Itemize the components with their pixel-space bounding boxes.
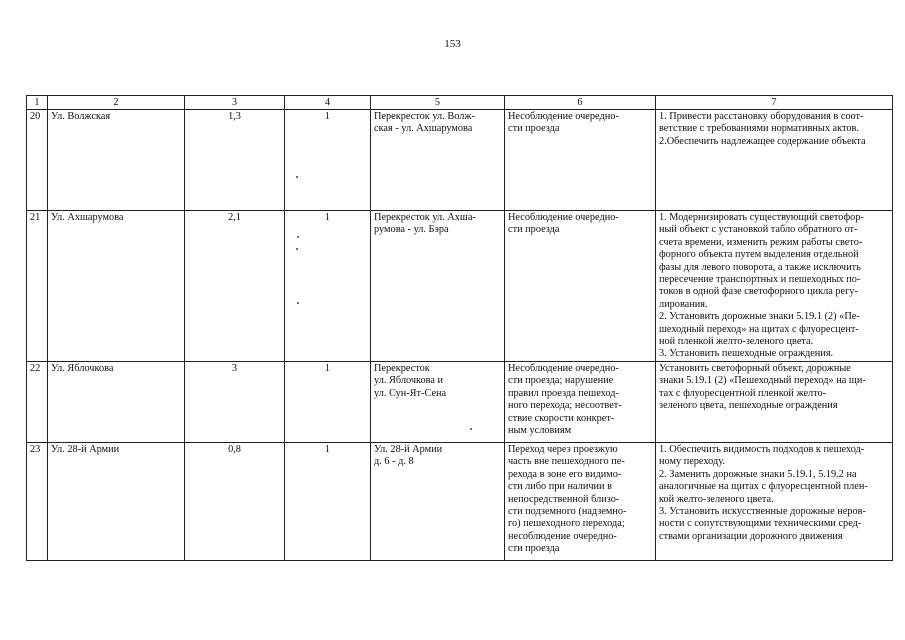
text-line: непосредственной близо- bbox=[508, 493, 620, 505]
text-line: сти проезда bbox=[508, 543, 560, 555]
text-line: сти либо при наличии в bbox=[508, 481, 612, 493]
text-line: аналогичные на щитах с флуоресцентной плен- bbox=[659, 481, 868, 493]
text-line: ветствие с требованиями нормативных актов. bbox=[659, 123, 859, 135]
text-line: шеходный переход» на щитах с флуоресцент- bbox=[659, 323, 859, 335]
header-col-3: 3 bbox=[185, 96, 285, 110]
violation-text bbox=[505, 110, 656, 211]
violation-text bbox=[505, 211, 656, 362]
length-value: 2,1 bbox=[185, 211, 285, 362]
header-row bbox=[27, 96, 893, 110]
measures-text bbox=[656, 361, 893, 442]
text-line: румова - ул. Бэра bbox=[374, 224, 449, 236]
text-line: Перекресток ул. Волж- bbox=[374, 111, 475, 122]
street-name: Ул. Яблочкова bbox=[48, 361, 185, 442]
measures-text bbox=[656, 211, 893, 362]
text-line: 2. Заменить дорожные знаки 5.19.1, 5.19.2 на bbox=[659, 468, 857, 480]
scan-speck bbox=[470, 428, 472, 430]
count-value: 1 bbox=[285, 442, 371, 560]
table-row bbox=[27, 361, 893, 442]
text-line: 2. Установить дорожные знаки 5.19.1 (2) «Пе- bbox=[659, 311, 860, 323]
text-line: форного объекта путем выделения отдельной bbox=[659, 249, 859, 261]
text-line: ствами организации дорожного движения bbox=[659, 530, 843, 542]
text-line: ный объект с установкой табло обратного от- bbox=[659, 224, 858, 236]
text-line: го) пешеходного перехода; bbox=[508, 518, 625, 530]
text-line: ствие скорости конкрет- bbox=[508, 412, 615, 424]
text-line: Несоблюдение очередно- bbox=[508, 362, 619, 374]
location-text bbox=[371, 211, 505, 362]
length-value: 1,3 bbox=[185, 110, 285, 211]
street-name: Ул. Волжская bbox=[48, 110, 185, 211]
text-line: рехода в зоне его видимо- bbox=[508, 468, 622, 480]
table-body bbox=[27, 110, 893, 561]
text-line: пересечение транспортных и пешеходных по- bbox=[659, 274, 861, 286]
text-line: сти проезда; нарушение bbox=[508, 375, 614, 387]
text-line: Ул. 28-й Армии bbox=[374, 443, 443, 455]
text-line: 1. Модернизировать существующий светофор- bbox=[659, 212, 864, 223]
street-name: Ул. 28-й Армии bbox=[48, 442, 185, 560]
text-line: Несоблюдение очередно- bbox=[508, 111, 619, 122]
text-line: сти подземного (надземно- bbox=[508, 505, 627, 517]
table-row bbox=[27, 110, 893, 211]
measures-text bbox=[656, 442, 893, 560]
road-safety-table bbox=[26, 95, 893, 561]
text-line: ул. Яблочкова и bbox=[374, 375, 444, 387]
count-value: 1 bbox=[285, 211, 371, 362]
text-line: ул. Сун-Ят-Сена bbox=[374, 387, 447, 399]
length-value: 0,8 bbox=[185, 442, 285, 560]
text-line: ская - ул. Ахшарумова bbox=[374, 123, 473, 135]
row-number: 20 bbox=[27, 110, 48, 211]
text-line: знаки 5.19.1 (2) «Пешеходный переход» на щи- bbox=[659, 375, 866, 387]
header-col-5: 5 bbox=[371, 96, 505, 110]
text-line: счета времени, изменить режим работы свето- bbox=[659, 236, 863, 248]
text-line: сти проезда bbox=[508, 224, 560, 236]
text-line: Установить светофорный объект, дорожные bbox=[659, 362, 851, 374]
length-value: 3 bbox=[185, 361, 285, 442]
text-line: тах с флуоресцентной пленкой желто- bbox=[659, 387, 827, 399]
text-line: д. 6 - д. 8 bbox=[374, 456, 414, 468]
text-line: зеленого цвета, пешеходные ограждения bbox=[659, 400, 838, 412]
location-text bbox=[371, 110, 505, 211]
text-line: лирования. bbox=[659, 298, 708, 310]
count-value: 1 bbox=[285, 361, 371, 442]
text-line: кой желто-зеленого цвета. bbox=[659, 493, 774, 505]
text-line: токов в одной фазе светофорного цикла регу- bbox=[659, 286, 858, 298]
street-name: Ул. Ахшарумова bbox=[48, 211, 185, 362]
text-line: ному переходу. bbox=[659, 456, 725, 468]
text-line: несоблюдение очередно- bbox=[508, 530, 617, 542]
scan-speck bbox=[297, 302, 299, 304]
text-line: 1. Привести расстановку оборудования в соот- bbox=[659, 111, 864, 122]
count-value: 1 bbox=[285, 110, 371, 211]
text-line: 1. Обеспечить видимость подходов к пешеход- bbox=[659, 443, 865, 455]
scan-speck bbox=[296, 176, 298, 178]
header-col-1: 1 bbox=[27, 96, 48, 110]
row-number: 21 bbox=[27, 211, 48, 362]
violation-text bbox=[505, 361, 656, 442]
header-col-6: 6 bbox=[505, 96, 656, 110]
location-text bbox=[371, 442, 505, 560]
text-line: Перекресток bbox=[374, 362, 430, 374]
page-number: 153 bbox=[444, 38, 461, 50]
header-col-7: 7 bbox=[656, 96, 893, 110]
header-col-4: 4 bbox=[285, 96, 371, 110]
table-row bbox=[27, 442, 893, 560]
text-line: Несоблюдение очередно- bbox=[508, 212, 619, 223]
text-line: часть вне пешеходного пе- bbox=[508, 456, 625, 468]
table-row bbox=[27, 211, 893, 362]
text-line: Переход через проезжую bbox=[508, 443, 618, 455]
text-line: ной пленкой желто-зеленого цвета. bbox=[659, 336, 814, 348]
text-line: сти проезда bbox=[508, 123, 560, 135]
text-line: 3. Установить пешеходные ограждения. bbox=[659, 348, 834, 360]
text-line: 2.Обеспечить надлежащее содержание объекта bbox=[659, 135, 866, 147]
location-text bbox=[371, 361, 505, 442]
text-line: Перекресток ул. Ахша- bbox=[374, 212, 476, 223]
header-col-2: 2 bbox=[48, 96, 185, 110]
scan-speck bbox=[296, 248, 298, 250]
row-number: 23 bbox=[27, 442, 48, 560]
row-number: 22 bbox=[27, 361, 48, 442]
text-line: правил проезда пешеход- bbox=[508, 387, 619, 399]
violation-text bbox=[505, 442, 656, 560]
measures-text bbox=[656, 110, 893, 211]
text-line: 3. Установить искусственные дорожные неров- bbox=[659, 505, 866, 517]
scan-speck bbox=[297, 236, 299, 238]
text-line: фазы для левого поворота, а также исключить bbox=[659, 261, 861, 273]
text-line: ности с сопутствующими техническими сред- bbox=[659, 518, 862, 530]
text-line: ным условиям bbox=[508, 424, 572, 436]
text-line: ного перехода; несоответ- bbox=[508, 400, 622, 412]
